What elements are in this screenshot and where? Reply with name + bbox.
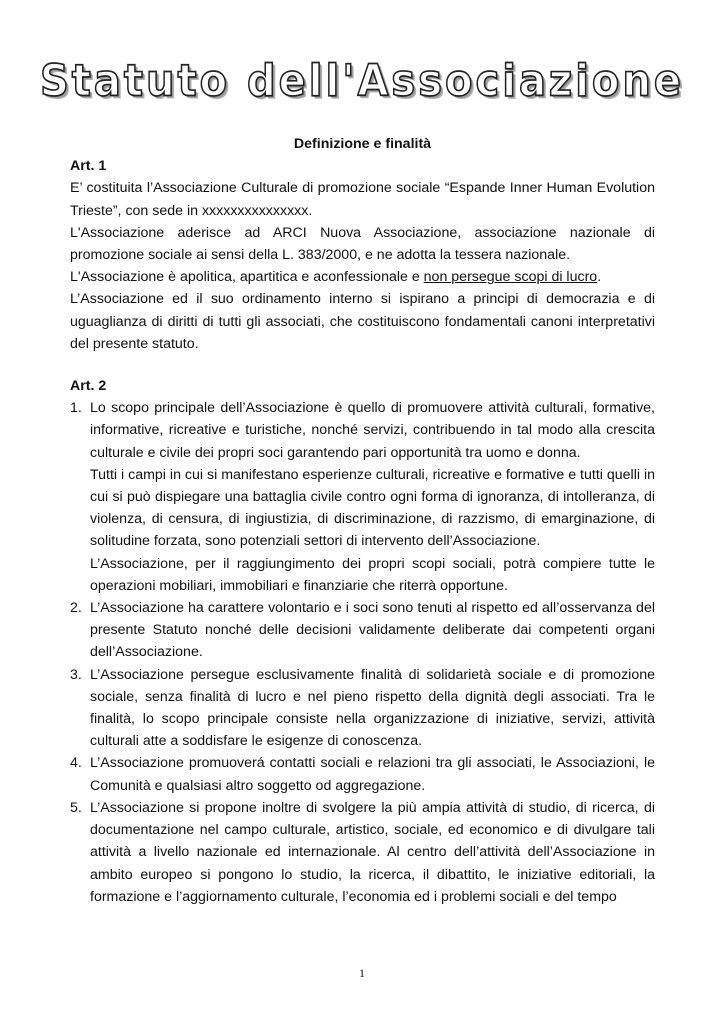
document-title: Statuto dell'Associazione	[39, 55, 685, 107]
list-item-text: L’Associazione promuoverá contatti sociali e relazioni tra gli associati, le Associazioni, le Comunità e qualsiasi altro soggetto od aggregazione.	[90, 755, 655, 794]
list-item-paragraph: L’Associazione, per il raggiungimento dei propri scopi sociali, potrà compiere tutte le operazioni mobiliari, immobiliari e finanziarie che riterrà opportune.	[90, 555, 655, 594]
list-item	[70, 664, 655, 753]
document-body	[70, 133, 655, 908]
list-item-paragraph: Lo scopo principale dell’Associazione è quello di promuovere attività culturali, formative, informative, ricreative e turistiche, nonché servizi, contribuendo in tal modo alla crescita culturale e civile dei propri soci garantendo pari opportunità tra uomo e donna.	[90, 400, 655, 461]
article-1-paragraph-3	[70, 266, 655, 288]
list-item-number: 3.	[70, 666, 82, 683]
article-1-paragraph-1: E’ costituita l’Associazione Culturale di promozione sociale “Espande Inner Human Evolution Trieste”, con sede in xxxxxxxxxxxxxxx.	[70, 180, 655, 219]
article-2-heading: Art. 2	[70, 378, 107, 395]
list-item-number: 1.	[70, 400, 82, 417]
list-item-number: 4.	[70, 755, 82, 772]
article-2-list	[70, 397, 655, 908]
list-item-number: 5.	[70, 799, 82, 816]
article-1-paragraph-2: L'Associazione aderisce ad ARCI Nuova Associazione, associazione nazionale di promozione sociale ai sensi della L. 383/2000, e ne adotta la tessera nazionale.	[70, 224, 655, 264]
article-1-paragraph-3-start: L'Associazione è apolitica, apartitica e aconfessionale e	[70, 269, 424, 286]
list-item-text: L’Associazione si propone inoltre di svolgere la più ampia attività di studio, di ricerca, di documentazione nel campo culturale, artistico, sociale, ed economico e di divulgare tali attività a livello nazionale ed internazionale. Al centro dell’attività dell’Associazione in ambito europeo si pongono lo studio, la ricerca, il dibattito, le iniziative editoriali, la formazione e l’aggiornamento culturale, l’economia ed i problemi sociali e del tempo	[90, 799, 655, 905]
page-number: 1	[359, 966, 365, 980]
article-1-paragraph-3-end: .	[597, 269, 602, 286]
list-item	[70, 752, 655, 796]
article-1-paragraph-4: L’Associazione ed il suo ordinamento interno si ispirano a principi di democrazia e di uguaglianza di diritti di tutti gli associati, che costituiscono fondamentali canoni interpretativi del presente statuto.	[70, 291, 655, 352]
section-heading: Definizione e finalità	[293, 136, 432, 152]
article-1-heading: Art. 1	[70, 158, 107, 175]
list-item-text: L’Associazione ha carattere volontario e i soci sono tenuti al rispetto ed all’osservanza del presente Statuto nonché delle decisioni validamente deliberate dai competenti organi dell’Associazione.	[90, 600, 655, 661]
list-item-text: L’Associazione persegue esclusivamente finalità di solidarietà sociale e di promozione sociale, senza finalità di lucro e nel pieno rispetto della dignità degli associati. Tra le finalità, lo scopo principale consiste nella organizzazione di iniziative, servizi, attività culturali atte a soddisfare le esigenze di conoscenza.	[90, 666, 655, 750]
underlined-text: non persegue scopi di lucro	[423, 269, 598, 286]
list-item-number: 2.	[70, 600, 82, 617]
list-item	[70, 797, 655, 908]
list-item-paragraph: Tutti i campi in cui si manifestano esperienze culturali, ricreative e formative e tutti quelli in cui si può dispiegare una battaglia civile contro ogni forma di ignoranza, di intolleranza, di violenza, di censura, di ingiustizia, di discriminazione, di razzismo, di emarginazione, di solitudine forzata, sono potenziali settori di intervento dell’Associazione.	[90, 466, 655, 550]
list-item	[70, 597, 655, 664]
list-item	[70, 397, 655, 597]
